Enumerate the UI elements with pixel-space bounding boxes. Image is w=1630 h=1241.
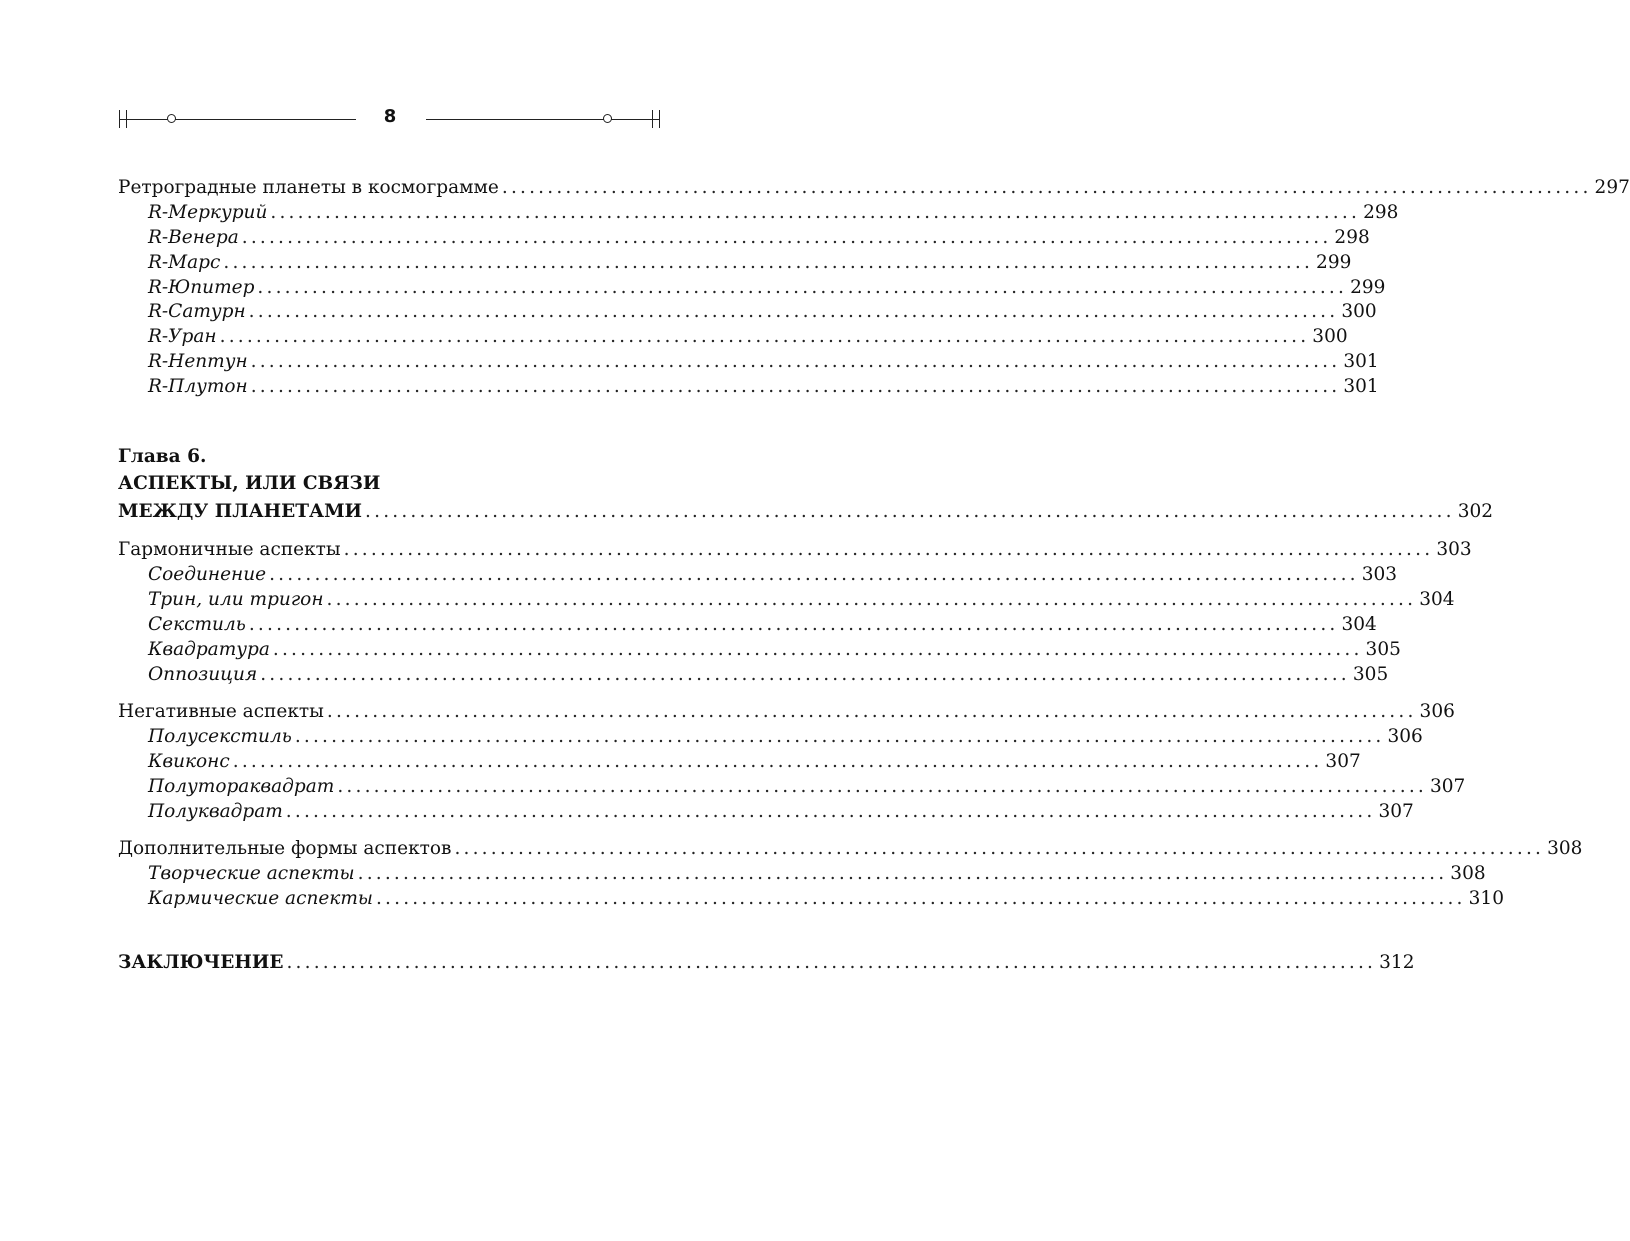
dot-leader: ........................................................................................................................ (260, 664, 1350, 685)
toc-subentry-label: Соединение (148, 564, 267, 585)
toc-subentry[interactable] (148, 887, 1504, 911)
toc-subentry-label: R-Нептун (148, 351, 248, 372)
dot-leader: ........................................................................................................................ (223, 252, 1314, 273)
dot-leader: ........................................................................................................................ (250, 376, 1341, 397)
dot-leader: ........................................................................................................................ (286, 952, 1377, 973)
toc-subentry[interactable] (148, 775, 1466, 799)
toc-subentry-label: Творческие аспекты (148, 863, 355, 884)
dot-leader: ........................................................................................................................ (241, 227, 1332, 248)
chapter-title-line2: МЕЖДУ ПЛАНЕТАМИ (118, 501, 363, 522)
toc-subentry[interactable] (148, 226, 1370, 250)
toc-entry-page: 308 (1547, 838, 1583, 859)
toc-subentry-label: Полуквадрат (148, 801, 283, 822)
header-right-tick-inner (652, 110, 653, 128)
toc-subentry-page: 303 (1361, 564, 1398, 585)
dot-leader: ........................................................................................................................ (250, 351, 1341, 372)
chapter-number: Глава 6. (118, 446, 207, 467)
dot-leader: ........................................................................................................................ (232, 751, 1323, 772)
toc-subentry-page: 305 (1365, 639, 1401, 660)
toc-subentry[interactable] (148, 800, 1414, 824)
toc-subentry-label: R-Марс (148, 252, 221, 273)
dot-leader: ........................................................................................................................ (270, 202, 1361, 223)
toc-subentry-label: Полуторaквадрат (148, 776, 335, 797)
toc-entry-label: Негативные аспекты (118, 701, 324, 722)
toc-entry-page: 306 (1419, 701, 1455, 722)
toc-subentry[interactable] (148, 325, 1348, 349)
toc-subentry[interactable] (148, 251, 1352, 275)
chapter-title-line1: АСПЕКТЫ, ИЛИ СВЯЗИ (118, 473, 381, 494)
toc-subentry-label: Полусекстиль (148, 726, 292, 747)
toc-entry-label: Дополнительные формы аспектов (118, 838, 452, 859)
toc-subentry-label: Секстиль (148, 614, 246, 635)
toc-entry-page: 303 (1436, 539, 1472, 560)
toc-subentry-label: Трин, или тригон (148, 589, 324, 610)
dot-leader: ........................................................................................................................ (219, 326, 1310, 347)
toc-entry[interactable] (118, 176, 1630, 200)
toc-subentry-page: 306 (1387, 726, 1423, 747)
toc-entry[interactable] (118, 837, 1583, 861)
toc-subentry-page: 298 (1363, 202, 1399, 223)
toc-entry[interactable] (118, 538, 1472, 562)
toc-subentry-page: 305 (1352, 664, 1389, 685)
toc-entry-label: Ретроградные планеты в космограмме (118, 177, 499, 198)
toc-subentry-page: 307 (1430, 776, 1466, 797)
toc-subentry-label: Кармические аспекты (148, 888, 373, 909)
toc-subentry[interactable] (148, 663, 1389, 687)
toc-subentry-page: 310 (1468, 888, 1504, 909)
toc-subentry[interactable] (148, 750, 1361, 774)
toc-subentry-page: 300 (1341, 301, 1377, 322)
dot-leader: ........................................................................................................................ (248, 301, 1339, 322)
toc-subentry-page: 307 (1325, 751, 1361, 772)
toc-subentry-page: 304 (1341, 614, 1377, 635)
toc-subentry[interactable] (148, 638, 1401, 662)
toc-subentry-label: R-Венера (148, 227, 239, 248)
toc-subentry-page: 301 (1343, 376, 1379, 397)
dot-leader: ........................................................................................................................ (272, 639, 1363, 660)
toc-subentry-label: R-Плутон (148, 376, 248, 397)
conclusion-page: 312 (1379, 952, 1415, 973)
dot-leader: ........................................................................................................................ (343, 539, 1434, 560)
dot-leader: ........................................................................................................................ (365, 501, 1455, 522)
toc-subentry-page: 308 (1450, 863, 1486, 884)
dot-leader: ........................................................................................................................ (375, 888, 1466, 909)
dot-leader: ........................................................................................................................ (269, 564, 1359, 585)
toc-entry-conclusion[interactable] (118, 951, 1415, 975)
toc-subentry-page: 301 (1343, 351, 1379, 372)
toc-subentry-label: R-Меркурий (148, 202, 268, 223)
toc-subentry-label: R-Юпитер (148, 277, 255, 298)
dot-leader: ........................................................................................................................ (257, 277, 1348, 298)
conclusion-label: ЗАКЛЮЧЕНИЕ (118, 952, 284, 973)
toc-subentry[interactable] (148, 201, 1399, 225)
toc-subentry-label: R-Уран (148, 326, 217, 347)
toc-subentry[interactable] (148, 300, 1377, 324)
header-left-circle (167, 114, 176, 123)
chapter-entry[interactable] (118, 500, 1494, 524)
toc-subentry[interactable] (148, 375, 1379, 399)
toc-subentry[interactable] (148, 563, 1398, 587)
toc-subentry[interactable] (148, 725, 1423, 749)
toc-entry-label: Гармоничные аспекты (118, 539, 341, 560)
dot-leader: ........................................................................................................................ (501, 177, 1592, 198)
dot-leader: ........................................................................................................................ (357, 863, 1448, 884)
toc-subentry-page: 300 (1312, 326, 1348, 347)
header-left-rule (120, 119, 356, 120)
dot-leader: ........................................................................................................................ (326, 701, 1417, 722)
toc-subentry-page: 307 (1378, 801, 1414, 822)
header-right-tick (659, 110, 660, 128)
page-number: 8 (383, 106, 397, 127)
toc-entry-page: 297 (1594, 177, 1630, 198)
toc-subentry-label: Квиконс (148, 751, 230, 772)
toc-subentry-page: 299 (1316, 252, 1352, 273)
toc-subentry-page: 304 (1419, 589, 1455, 610)
toc-subentry-label: R-Сатурн (148, 301, 246, 322)
dot-leader: ........................................................................................................................ (294, 726, 1385, 747)
dot-leader: ........................................................................................................................ (337, 776, 1428, 797)
toc-subentry-label: Оппозиция (148, 664, 258, 685)
dot-leader: ........................................................................................................................ (326, 589, 1417, 610)
toc-subentry[interactable] (148, 276, 1386, 300)
dot-leader: ........................................................................................................................ (248, 614, 1339, 635)
toc-subentry[interactable] (148, 613, 1377, 637)
toc-subentry[interactable] (148, 350, 1379, 374)
header-right-circle (603, 114, 612, 123)
toc-subentry-page: 299 (1350, 277, 1386, 298)
dot-leader: ........................................................................................................................ (285, 801, 1376, 822)
toc-subentry-label: Квадратура (148, 639, 270, 660)
toc-subentry-page: 298 (1334, 227, 1370, 248)
toc-entry[interactable] (118, 700, 1455, 724)
toc-subentry[interactable] (148, 588, 1455, 612)
toc-subentry[interactable] (148, 862, 1486, 886)
header-right-rule (426, 119, 660, 120)
chapter-page: 302 (1457, 501, 1494, 522)
dot-leader: ........................................................................................................................ (454, 838, 1545, 859)
